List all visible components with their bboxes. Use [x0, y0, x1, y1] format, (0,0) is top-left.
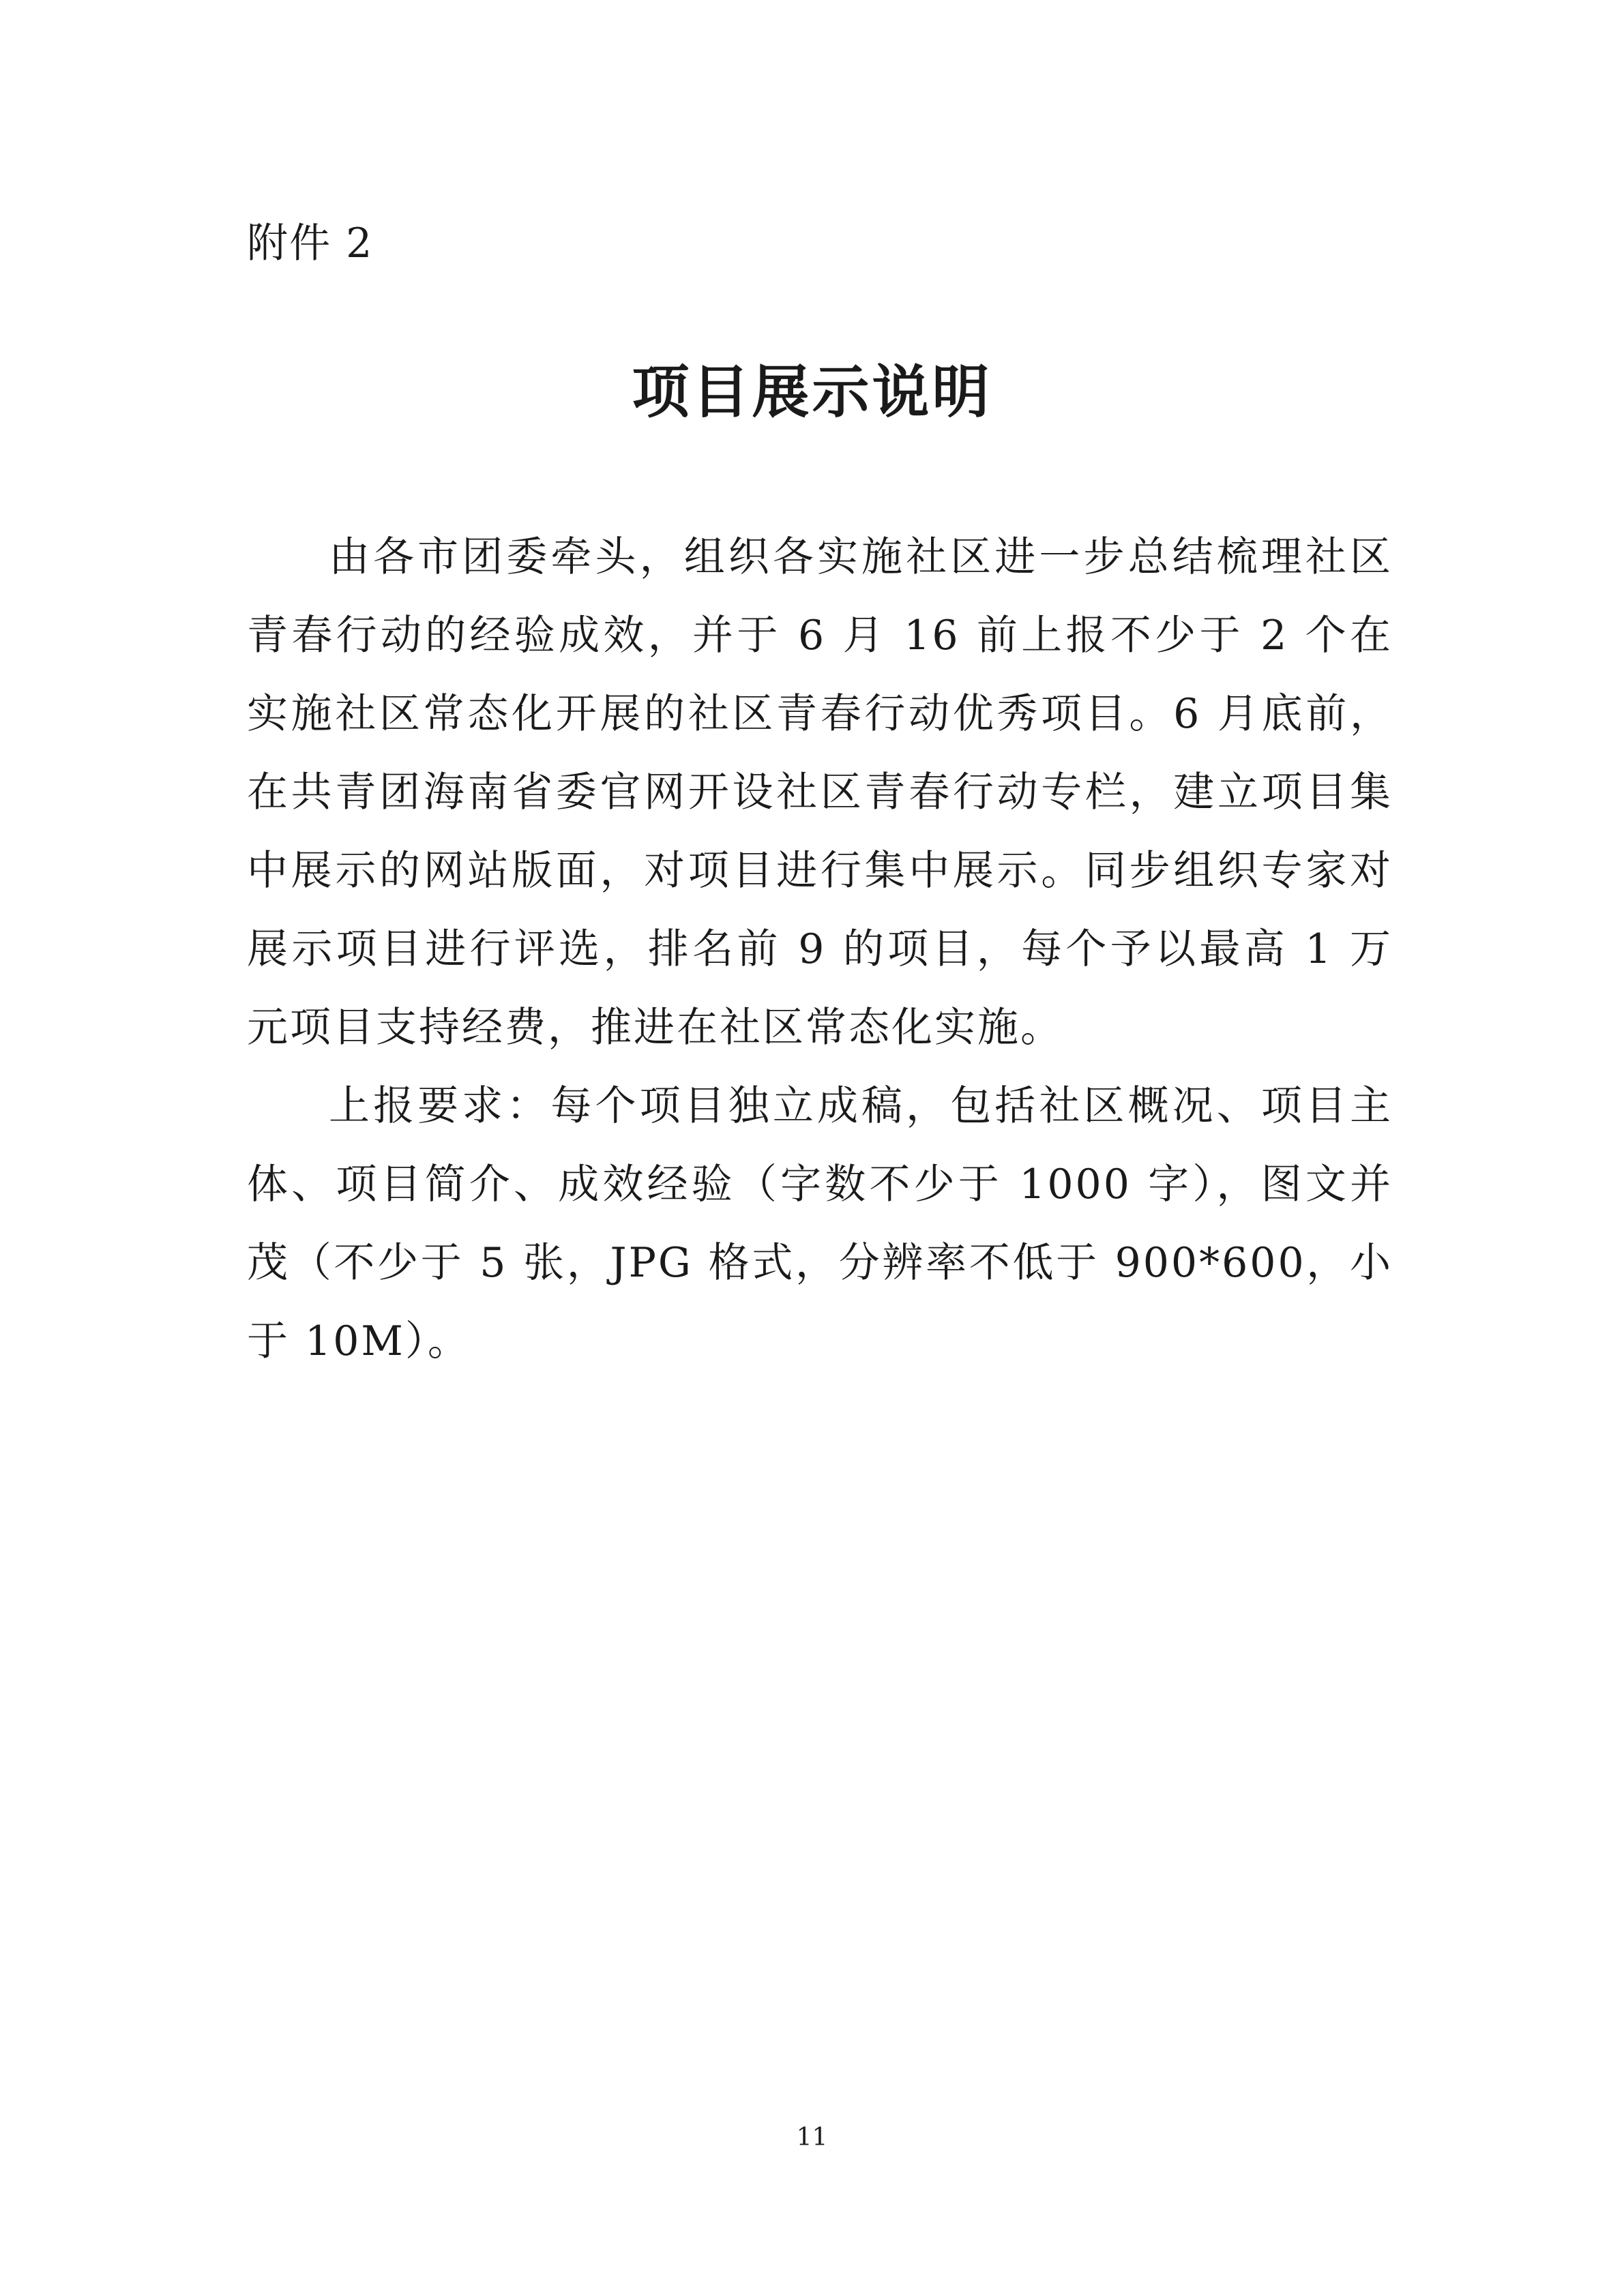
page-number: 11 — [796, 2123, 828, 2151]
paragraph-overview: 由各市团委牵头，组织各实施社区进一步总结梳理社区青春行动的经验成效，并于 6 月 16 前上报不少于 2 个在实施社区常态化开展的社区青春行动优秀项目。6 月底前，在共青团海南省委官网开设社区青春行动专栏，建立项目集中展示的网站版面，对项目进行集中展示。同步组织专家对展示项目进行评选，排名前 9 的项目，每个予以最高 1 万元项目支持经费，推进在社区常态化实施。 — [247, 533, 1393, 1052]
paragraph-submission-requirements: 上报要求：每个项目独立成稿，包括社区概况、项目主体、项目简介、成效经验（字数不少于 1000 字），图文并茂（不少于 5 张，JPG 格式，分辨率不低于 900*600，小于 10M）。 — [247, 1082, 1393, 1365]
document-title: 项目展示说明 — [632, 358, 992, 426]
attachment-label: 附件 2 — [247, 220, 374, 267]
document-body — [247, 518, 1393, 1381]
